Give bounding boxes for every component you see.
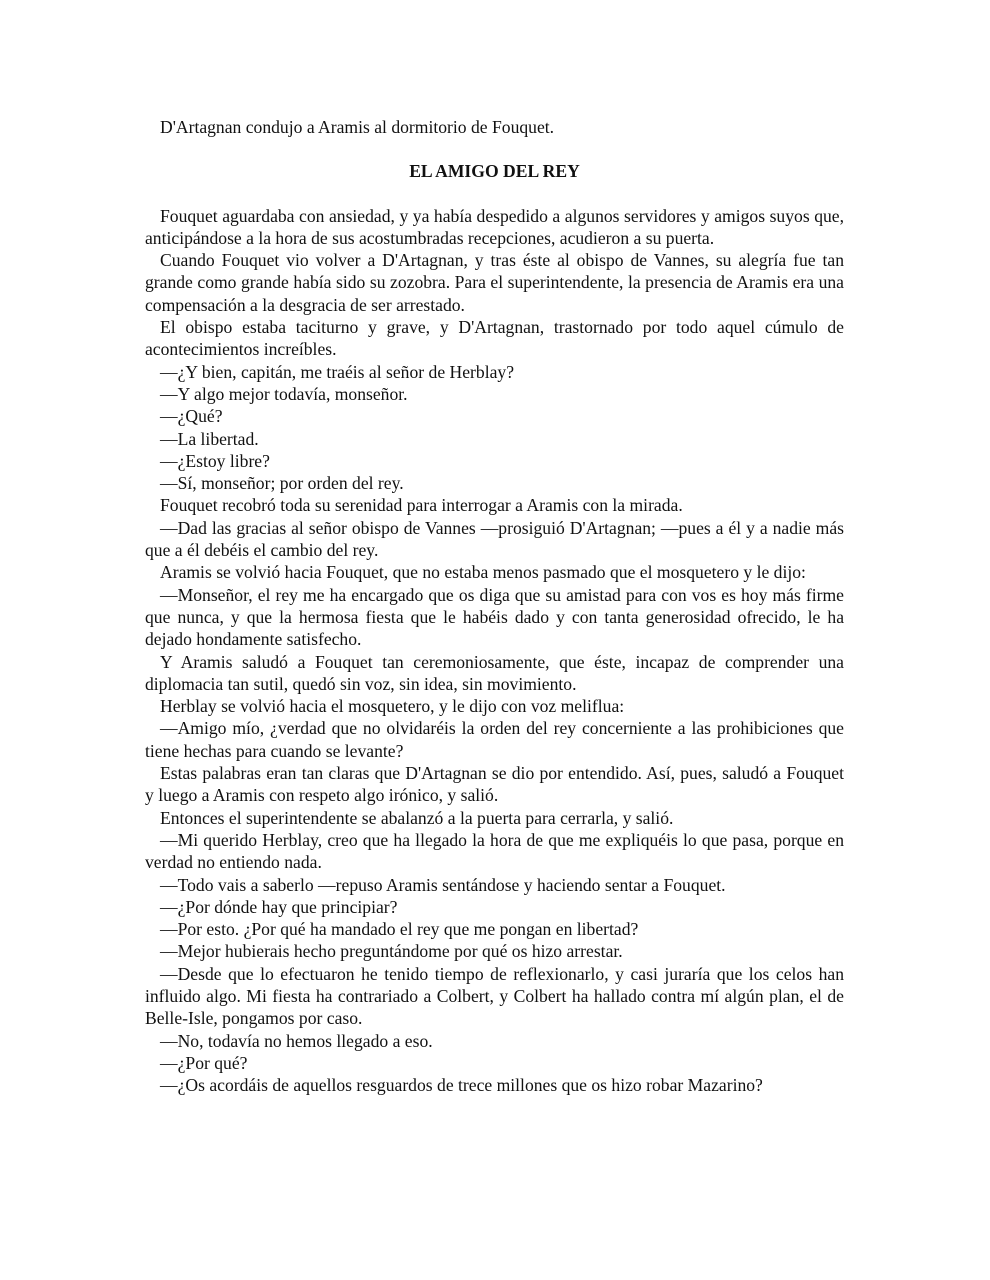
paragraph: —¿Os acordáis de aquellos resguardos de trece millones que os hizo robar Mazarino?	[160, 1075, 763, 1096]
paragraph: Cuando Fouquet vio volver a D'Artagnan, y tras éste al obispo de Vannes, su alegría fue tan grande como grande había sido su zozobra. Para el superintendente, la presencia de Aramis era una compensación a la desgracia de ser arrestado.	[145, 250, 844, 315]
paragraph: —No, todavía no hemos llegado a eso.	[160, 1030, 433, 1051]
paragraph: Fouquet aguardaba con ansiedad, y ya había despedido a algunos servidores y amigos suyos que, anticipándose a la hora de sus acostumbradas recepciones, acudieron a su puerta.	[145, 205, 844, 248]
paragraph: Y Aramis saludó a Fouquet tan ceremoniosamente, que éste, incapaz de comprender una diplomacia tan sutil, quedó sin voz, sin idea, sin movimiento.	[145, 651, 844, 694]
book-page	[145, 116, 844, 1096]
paragraph: Estas palabras eran tan claras que D'Artagnan se dio por entendido. Así, pues, saludó a Fouquet y luego a Aramis con respeto algo irónico, y salió.	[145, 763, 844, 806]
paragraph: —Todo vais a saberlo —repuso Aramis sentándose y haciendo sentar a Fouquet.	[160, 874, 726, 895]
paragraph: —¿Por dónde hay que principiar?	[160, 896, 398, 917]
chapter-title: EL AMIGO DEL REY	[409, 161, 580, 182]
paragraph: —¿Por qué?	[160, 1052, 248, 1073]
paragraph: —¿Estoy libre?	[160, 450, 270, 471]
paragraph: —Desde que lo efectuaron he tenido tiempo de reflexionarlo, y casi juraría que los celos han influido algo. Mi fiesta ha contrariado a Colbert, y Colbert ha hallado contra mí algún plan, el de Belle-Isle, pongamos por caso.	[145, 963, 844, 1029]
opening-line: D'Artagnan condujo a Aramis al dormitorio de Fouquet.	[160, 117, 555, 137]
paragraph: —Sí, monseñor; por orden del rey.	[160, 473, 404, 494]
paragraph: El obispo estaba taciturno y grave, y D'Artagnan, trastornado por todo aquel cúmulo de acontecimientos increíbles.	[145, 317, 844, 360]
paragraph: Fouquet recobró toda su serenidad para interrogar a Aramis con la mirada.	[160, 495, 683, 516]
paragraph: —Mi querido Herblay, creo que ha llegado la hora de que me expliquéis lo que pasa, porque en verdad no entiendo nada.	[145, 829, 844, 873]
paragraph: —Monseñor, el rey me ha encargado que os diga que su amistad para con vos es hoy más firme que nunca, y que la hermosa fiesta que le habéis dado y con tanta generosidad ofrecido, le ha dejado hondamente satisfecho.	[145, 584, 844, 650]
paragraph: —La libertad.	[160, 428, 259, 449]
paragraph: —Mejor hubierais hecho preguntándome por qué os hizo arrestar.	[160, 941, 623, 962]
paragraph: —Y algo mejor todavía, monseñor.	[160, 383, 408, 404]
paragraph: —Dad las gracias al señor obispo de Vannes —prosiguió D'Artagnan; —pues a él y a nadie más que a él debéis el cambio del rey.	[145, 517, 844, 561]
paragraph: Herblay se volvió hacia el mosquetero, y le dijo con voz meliflua:	[160, 696, 625, 717]
paragraph: —Por esto. ¿Por qué ha mandado el rey que me pongan en libertad?	[160, 919, 639, 940]
paragraph: Entonces el superintendente se abalanzó a la puerta para cerrarla, y salió.	[160, 807, 674, 828]
paragraph: Aramis se volvió hacia Fouquet, que no estaba menos pasmado que el mosquetero y le dijo:	[160, 562, 806, 583]
paragraph: —¿Y bien, capitán, me traéis al señor de Herblay?	[160, 361, 515, 382]
paragraph: —¿Qué?	[160, 406, 223, 427]
chapter-body	[145, 205, 844, 1097]
paragraph: —Amigo mío, ¿verdad que no olvidaréis la orden del rey concerniente a las prohibiciones que tiene hechas para cuando se levante?	[145, 718, 844, 761]
